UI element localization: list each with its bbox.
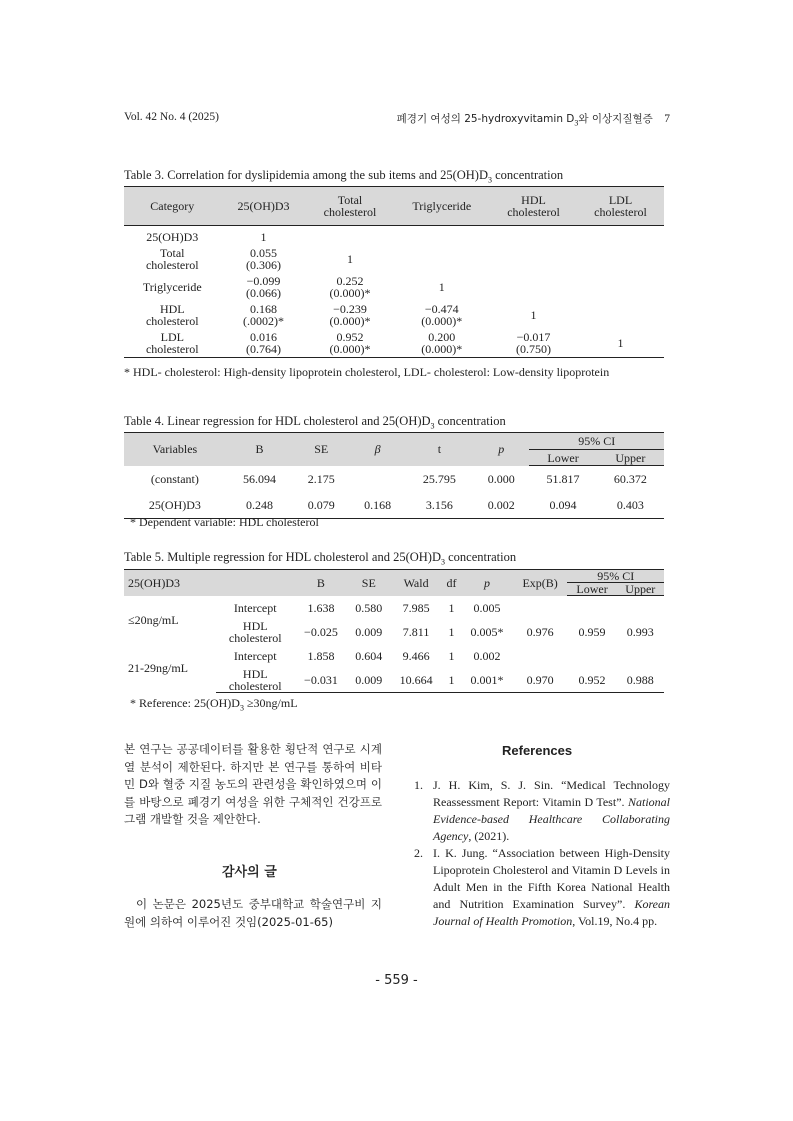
table3-cell: HDL cholesterol [145,302,199,328]
table3-header-cell: Triglyceride [393,187,490,226]
table-row [124,226,664,246]
table4-cell: 60.372 [613,472,647,486]
table5-cell: 0.993 [626,625,654,639]
table-row [124,301,664,329]
table4-cell: 0.002 [473,492,529,519]
table3-cell: 0.952 (0.000)* [307,329,394,358]
reference-item [414,777,670,845]
table4-ci-lower: Lower [529,450,596,466]
table4-header-cell: p [473,433,529,466]
table4-header-cell: β [349,433,405,466]
table5-cell: HDL cholesterol [216,668,295,693]
table5-header-cell: SE [347,570,390,596]
table4-cell: 0.168 [349,492,405,519]
table4-cell: 0.000 [487,471,515,486]
table4-cell: 0.403 [597,492,664,519]
header-page-number: 7 [664,113,670,125]
table4-cell: 56.094 [242,471,276,486]
reference-journal: National Evidence-based Healthcare Collaborating Agency [433,795,670,843]
table3-cell [577,245,664,273]
reference-journal: Korean Journal of Health Promotion [433,897,670,928]
table4-cell: 0.094 [529,492,596,519]
table5-cell: 7.985 [402,600,430,615]
table4-cell: 0.079 [293,492,349,519]
table5-cell: 1 [448,625,455,639]
references-heading: References [502,743,573,758]
table5-cell: 0.580 [355,600,383,615]
table4-cell: 2.175 [307,471,335,486]
table4-cell [349,466,405,493]
page-number: - 559 - [375,973,418,988]
table4-caption: Table 4. Linear regression for HDL cholesterol and $25(OH)D_3$ concentration [124,414,506,431]
table4-cell: 25.795 [422,471,456,486]
table4-cell: 3.156 [406,492,473,519]
table3-cell [490,245,577,273]
table3-cell: 0.252 (0.000)* [329,274,371,300]
table3-header-cell: HDL cholesterol [490,187,577,226]
table5-caption: Table 5. Multiple regression for HDL cholesterol and $25(OH)D_3$ concentration [124,550,517,567]
table5-cell: 0.988 [617,668,664,693]
table5-cell: 0.005* [470,625,504,639]
table5-cell: 0.009 [355,625,383,639]
conclusion-paragraph: 본 연구는 공공데이터를 활용한 횡단적 연구로 시계열 분석이 제한된다. 하지만 본 연구를 통하여 비타민 D와 혈중 지질 농도의 관련성을 확인하였으며 이를 바탕으로 폐경기 여성을 위한 구체적인 건강프로그램 개발할 것을 제안한다. [124,742,382,826]
table4-cell: (constant) [150,471,199,486]
reference-details: , Vol.19, No.4 pp. [572,914,658,928]
table3-cell [577,226,664,246]
reference-number: 2. [414,846,423,860]
table5-cell: 7.811 [402,625,430,639]
table3-cell [393,245,490,273]
table3-cell [307,226,394,246]
table3-cell: −0.017 (0.750) [490,329,577,358]
table3-cell: 0.055 (0.306) [246,246,282,272]
table5-header-cell: p [461,570,512,596]
table3-cell: −0.239 (0.000)* [329,302,371,328]
reference-text: I. K. Jung. “Association between High-Density Lipoprotein Cholesterol and Vitamin D Levels in Adult Men in the Fifth Korea National Health and Nutrition Examination Survey”. [433,846,670,911]
reference-details: , (2021). [468,829,510,843]
table3-cell: −0.474 (0.000)* [421,302,463,328]
table5-cell: 1 [448,600,455,615]
table5-header-cell: 25(OH)D3 [124,570,295,596]
table5-cell [513,644,568,668]
table3-cell: 1 [530,308,537,322]
table3-cell [393,226,490,246]
table4-cell: 0.248 [226,492,293,519]
table5-cell [567,596,616,621]
table3-header-cell: Category [124,187,221,226]
table5-cell: 0.976 [526,625,554,639]
table5-header-cell: B [295,570,348,596]
table3-cell: Total cholesterol [145,246,199,272]
table4-header-cell: t [406,433,473,466]
table3-cell [577,273,664,301]
running-header-title: 폐경기 여성의 25-hydroxyvitamin $D_3$와 이상지질혈증 7 [396,113,670,128]
table3 [124,186,664,358]
table5-cell: 1.638 [307,600,335,615]
table3-header-cell: 25(OH)D3 [221,187,307,226]
table5-cell: 1 [442,668,461,693]
table5-ci-lower: Lower [567,583,616,596]
table4 [124,432,664,519]
table-row [124,273,664,301]
table3-cell: −0.099 (0.066) [246,274,282,300]
reference-item [414,845,670,930]
table4-header-cell: B [226,433,293,466]
table3-cell: 25(OH)D3 [146,230,199,244]
table4-note: * Dependent variable: HDL cholesterol [130,515,319,529]
table-row [124,644,664,668]
table3-caption: Table 3. Correlation for dyslipidemia among the sub items and $25(OH)D_3$ concentration [124,168,564,185]
table5-cell: 0.002 [473,649,501,663]
table5-header-cell: Wald [390,570,441,596]
table3-cell [577,301,664,329]
table3-note: * HDL- cholesterol: High-density lipoprotein cholesterol, LDL- cholesterol: Low-density lipoprotein [124,365,610,379]
table5-ci-header: 95% CI [567,570,664,583]
table5-cell [617,644,664,668]
table4-ci-upper: Upper [597,450,664,466]
table5-cell: 1 [448,649,455,663]
table5-ci-upper: Upper [617,583,664,596]
table-row [124,329,664,358]
table3-cell: 1 [260,230,267,244]
table3-cell: 0.016 (0.764) [221,329,307,358]
reference-number: 1. [414,778,423,792]
table3-cell: 1 [347,252,353,266]
table4-cell: 25(OH)D3 [124,492,226,519]
table5-cell: 0.001* [461,668,512,693]
table3-cell: Triglyceride [142,280,202,294]
acknowledgement-paragraph: 이 논문은 2025년도 중부대학교 학술연구비 지원에 의하여 이루어진 것임(2025-01-65) [124,897,382,929]
table5-header-cell: df [442,570,461,596]
table5-cell: 0.959 [578,625,606,639]
table5-cell: 0.005 [473,600,501,615]
acknowledgement-heading: 감사의 글 [222,865,277,880]
table5-cell: 0.009 [347,668,390,693]
table5-cell: 1.858 [307,649,335,663]
table3-cell: 0.200 (0.000)* [393,329,490,358]
table5-cell: Intercept [233,600,277,615]
table5-cell: −0.031 [295,668,348,693]
table-row [124,466,664,493]
table5-cell [567,644,616,668]
table3-cell: 1 [577,329,664,358]
table-row [124,245,664,273]
table5-cell [513,596,568,621]
table5-cell: −0.025 [304,625,338,639]
table5-cell: Intercept [233,649,277,663]
running-header-volume: Vol. 42 No. 4 (2025) [124,111,219,123]
table5-group-label: ≤20ng/mL [128,612,179,627]
table5 [124,569,664,693]
table4-header-cell: Variables [124,433,226,466]
table5-cell: 0.604 [355,649,383,663]
table4-header-cell: SE [293,433,349,466]
table5-header-cell: Exp(B) [513,570,568,596]
table-row [124,596,664,621]
table3-cell [490,226,577,246]
table5-cell: 9.466 [402,649,430,663]
table5-cell [617,596,664,621]
references-list [414,777,670,930]
table3-cell: 1 [438,280,445,294]
table3-header-cell: LDL cholesterol [577,187,664,226]
table4-ci-header: 95% CI [529,433,664,450]
table3-cell: LDL cholesterol [124,329,221,358]
table3-cell: 0.168 (.0002)* [243,302,285,328]
reference-text: J. H. Kim, S. J. Sin. “Medical Technology Reassessment Report: Vitamin D Test”. [433,778,670,809]
table5-cell: HDL cholesterol [228,619,282,645]
table3-header-cell: Total cholesterol [307,187,394,226]
table5-cell: 0.952 [567,668,616,693]
table3-cell [490,273,577,301]
table5-note: * Reference: $25(OH)D_3 \ge 30ng/mL$ [130,696,298,713]
table5-group-label: 21-29ng/mL [128,661,188,676]
table4-cell: 51.817 [546,472,580,486]
table5-cell: 0.970 [513,668,568,693]
table5-cell: 10.664 [390,668,441,693]
